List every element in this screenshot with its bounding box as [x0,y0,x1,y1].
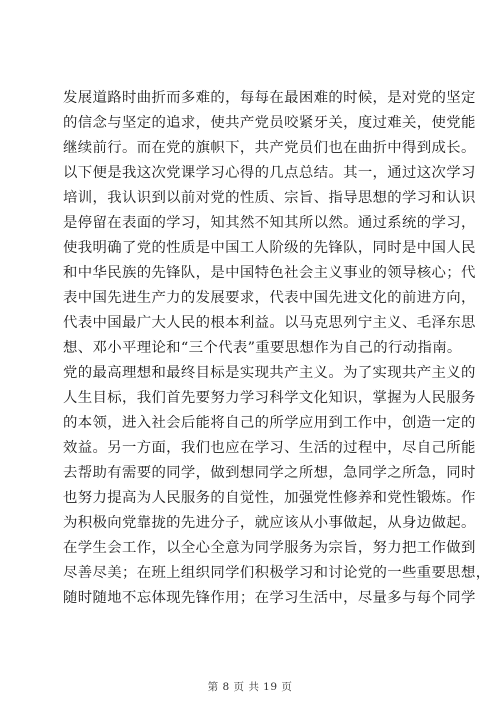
body-text [63,86,491,611]
text-line: 发展道路时曲折而多难的，每每在最困难的时候，是对党的坚定 [63,90,476,106]
text-line: 为积极向党靠拢的先进分子，就应该从小事做起，从身边做起。 [63,515,476,531]
text-line: 尽善尽美；在班上组织同学们积极学习和讨论党的一些重要思想， [63,565,491,581]
text-line: 表中国先进生产力的发展要求，代表中国先进文化的前进方向， [63,290,476,306]
text-line: 以下便是我这次党课学习心得的几点总结。其一，通过这次学习 [63,165,476,181]
text-line: 想、邓小平理论和“三个代表”重要思想作为自己的行动指南。 [63,340,462,356]
text-line: 也努力提高为人民服务的自觉性，加强党性修养和党性锻炼。作 [63,490,476,506]
text-line: 使我明确了党的性质是中国工人阶级的先锋队，同时是中国人民 [63,240,476,256]
text-line: 继续前行。而在党的旗帜下，共产党员们也在曲折中得到成长。 [63,140,476,156]
text-line: 去帮助有需要的同学，做到想同学之所想，急同学之所急，同时 [63,465,476,481]
text-line: 是停留在表面的学习，知其然不知其所以然。通过系统的学习， [63,215,476,231]
text-line: 人生目标，我们首先要努力学习科学文化知识，掌握为人民服务 [63,390,476,406]
text-line: 和中华民族的先锋队，是中国特色社会主义事业的领导核心；代 [63,265,476,281]
text-line: 党的最高理想和最终目标是实现共产主义。为了实现共产主义的 [63,365,476,381]
text-line: 代表中国最广大人民的根本利益。以马克思列宁主义、毛泽东思 [63,315,476,331]
text-line: 随时随地不忘体现先锋作用；在学习生活中，尽量多与每个同学 [63,590,476,606]
text-line: 在学生会工作，以全心全意为同学服务为宗旨，努力把工作做到 [63,540,476,556]
text-line: 效益。另一方面，我们也应在学习、生活的过程中，尽自己所能 [63,440,476,456]
text-line: 的本领，进入社会后能将自己的所学应用到工作中，创造一定的 [63,415,476,431]
text-line: 的信念与坚定的追求，使共产党员咬紧牙关，度过难关，使党能 [63,115,476,131]
page-number-footer: 第 8 页 共 19 页 [207,681,293,693]
text-line: 培训，我认识到以前对党的性质、宗旨、指导思想的学习和认识 [63,190,476,206]
